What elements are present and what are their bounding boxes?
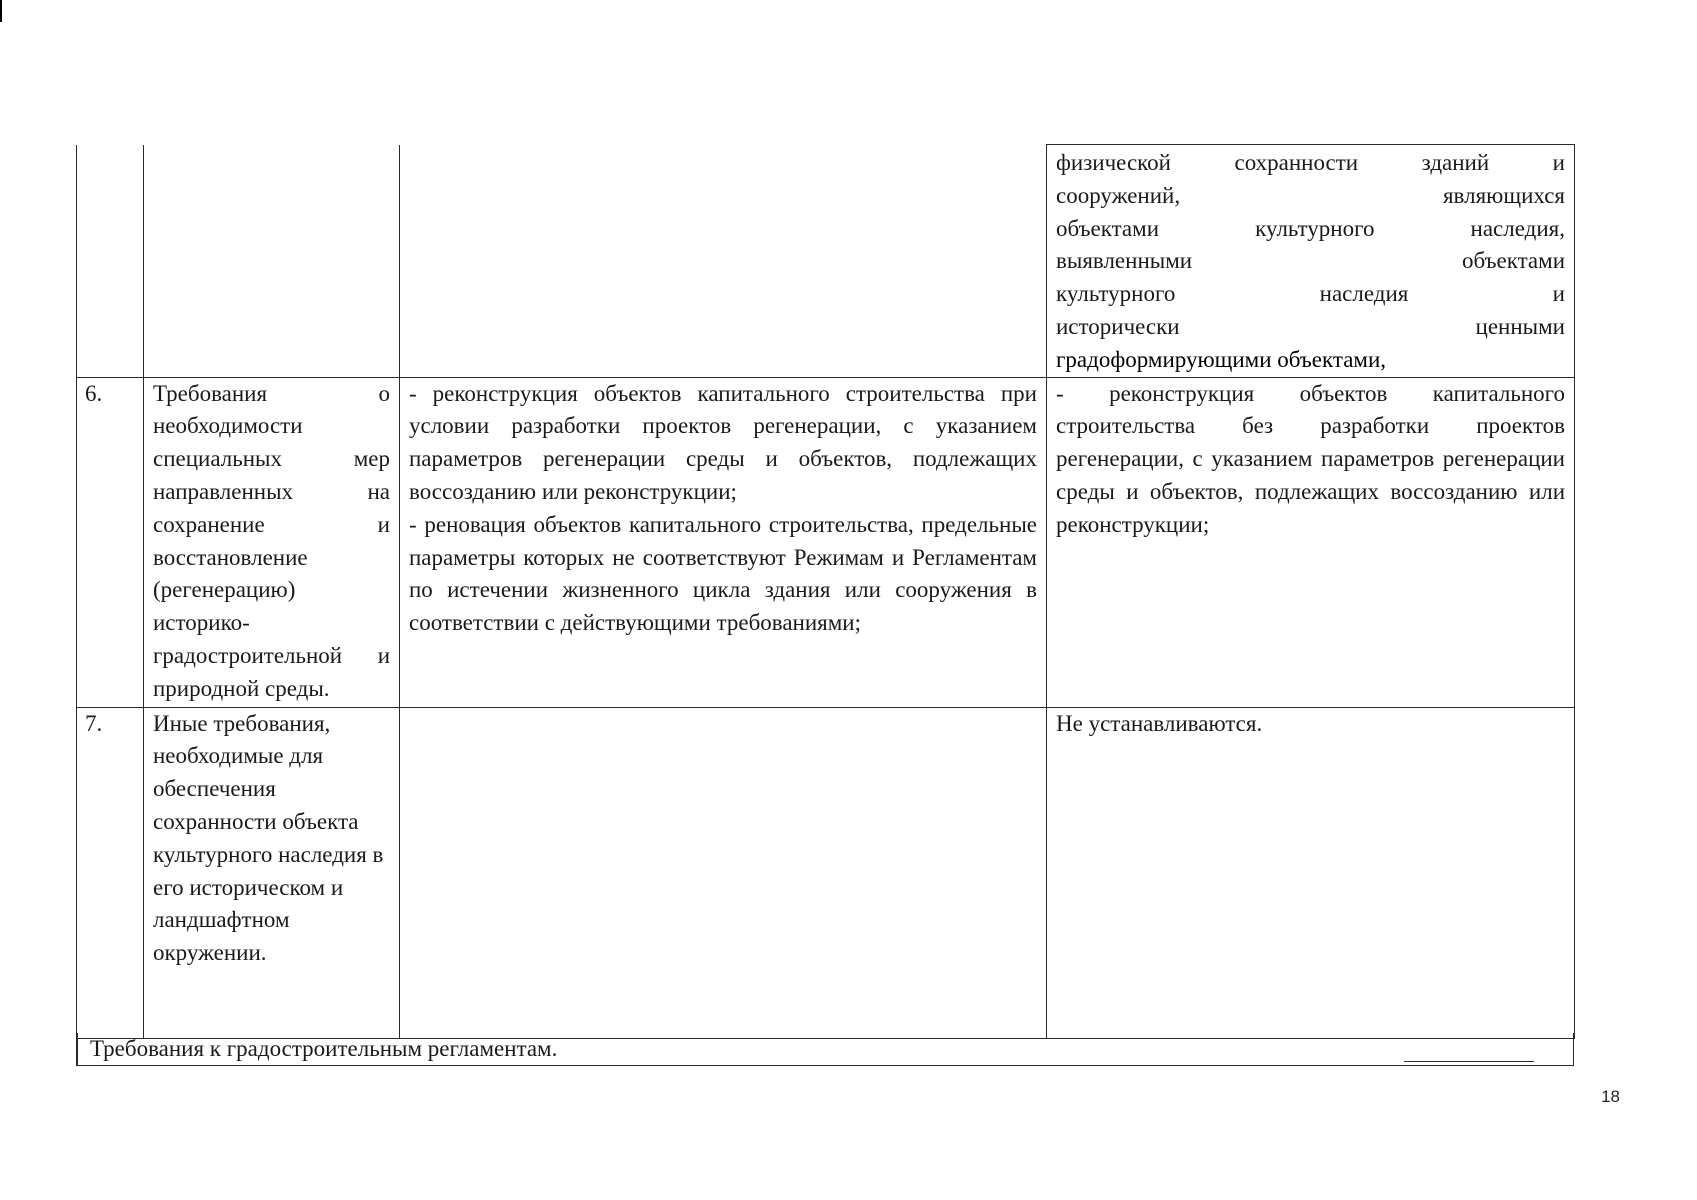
footer-row-text: Требования к градостроительным регламентам. — [90, 1036, 558, 1061]
table-row-6 — [77, 377, 1575, 707]
footer-dash — [1404, 1061, 1534, 1062]
cell-current-empty — [400, 145, 1047, 378]
table-row-7 — [77, 707, 1575, 1038]
requirements-table — [76, 144, 1575, 1039]
continued-line-7: градоформирующими объектами, — [1056, 346, 1387, 372]
row-7-proposed: Не устанавливаются. — [1047, 707, 1575, 1038]
continued-line-4: выявленными объектами — [1056, 248, 1565, 274]
continued-line-6: исторически ценными — [1056, 313, 1565, 339]
cell-num-empty — [77, 145, 144, 378]
row-6-current-state — [400, 377, 1047, 707]
continued-line-5: культурного наследия и — [1056, 281, 1565, 307]
footer-left-border — [76, 1033, 78, 1065]
row-6-proposed: - реконструкция объектов капитального строительства без разработки проектов регенерации, с указанием параметров регенерации среды и объектов, подлежащих воссозданию или реконструкции; — [1047, 377, 1575, 707]
continued-line-1: физической сохранности зданий и — [1056, 150, 1565, 175]
table-row-continued — [77, 145, 1575, 378]
row-6-number: 6. — [77, 377, 144, 707]
footer-right-border — [1573, 1033, 1575, 1065]
row-7-number: 7. — [77, 707, 144, 1038]
cell-continued-text — [1047, 145, 1575, 378]
table-footer-row — [76, 1033, 1574, 1066]
page-number: 18 — [1601, 1087, 1620, 1106]
cell-requirement-empty — [144, 145, 400, 378]
row-7-requirement: Иные требования, необходимые для обеспечения сохранности объекта культурного наследия в его историческом и ландшафтном окружении. — [144, 707, 400, 1038]
row-6-current-text: - реконструкция объектов капитального строительства при условии разработки проектов регенерации, с указанием параметров регенерации среды и объектов, подлежащих воссозданию или реконструкции; - реновация объектов капитального строительства, предельные параметры которых не соответствуют Режимам и Регламентам по истечении жизненного цикла здания или сооружения в соответствии с действующими требованиями; — [409, 380, 1037, 636]
continued-line-2: сооружений, являющихся — [1056, 182, 1565, 208]
continued-line-3: объектами культурного наследия, — [1056, 215, 1565, 241]
row-7-current-state — [400, 707, 1047, 1038]
scan-edge-mark — [0, 0, 2, 22]
row-6-requirement: Требования о необходимости специальных мер направленных на сохранение и восстановление (регенерацию) историко-градостроительной и природной среды. — [144, 377, 400, 707]
